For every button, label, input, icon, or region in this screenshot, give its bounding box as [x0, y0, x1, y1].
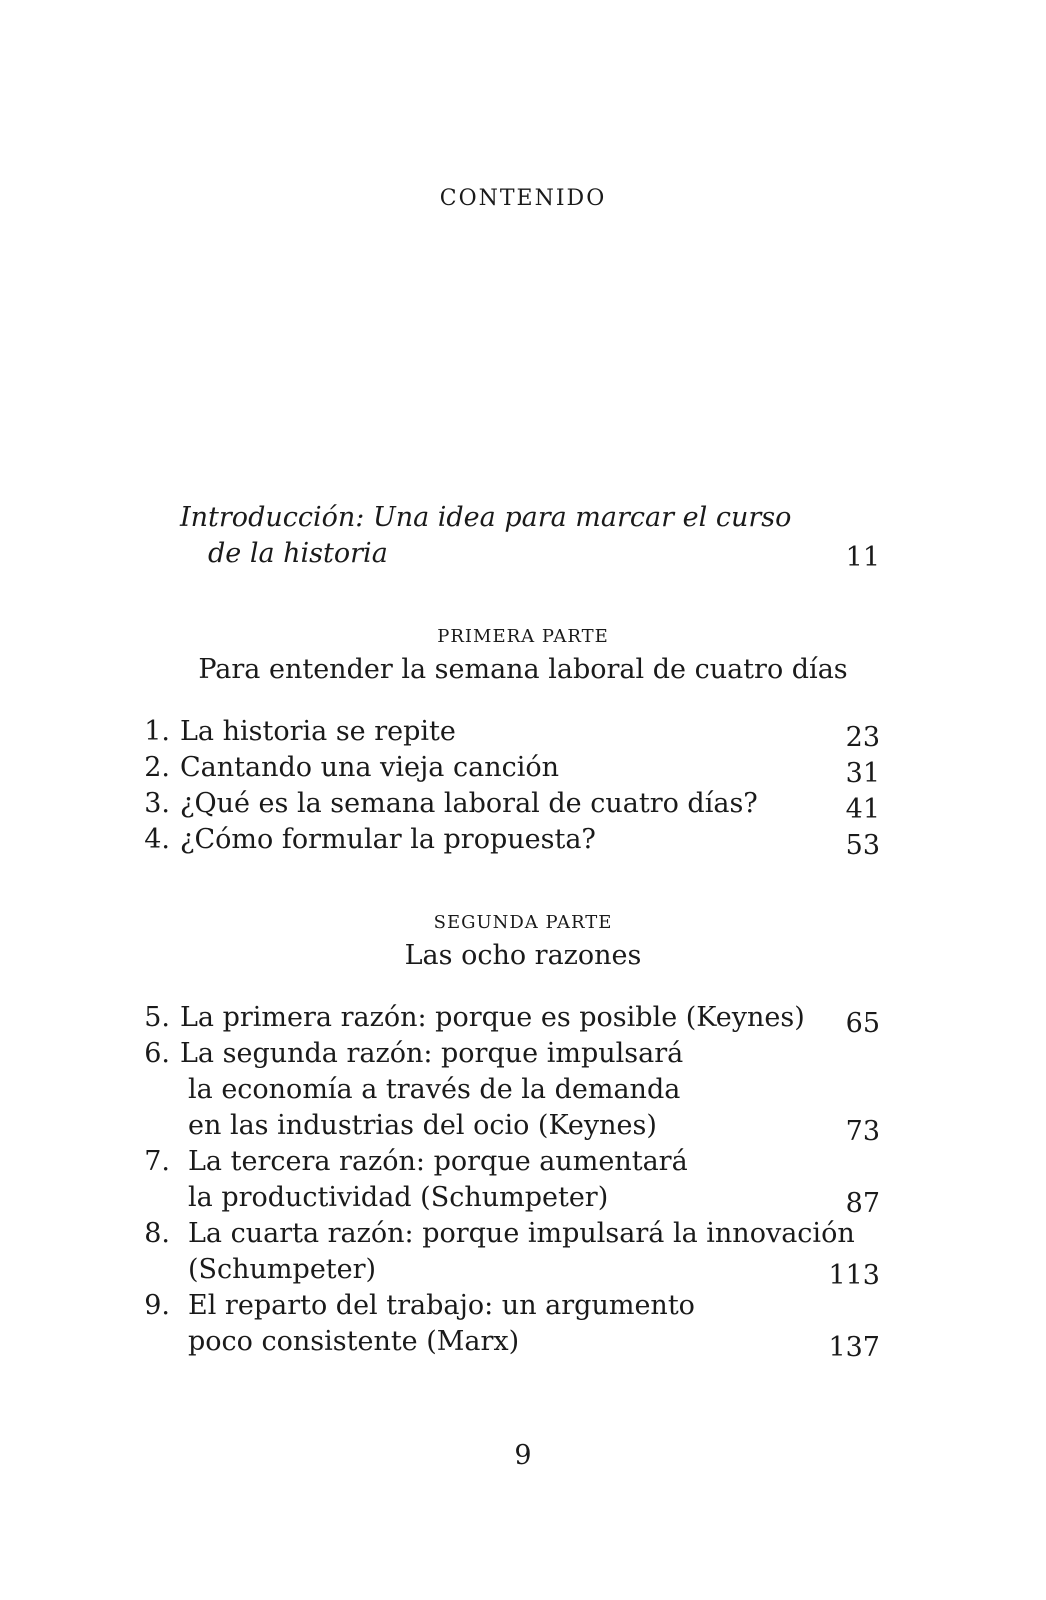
entry-title: ¿Qué es la semana laboral de cuatro días? [180, 788, 758, 819]
entry-title: ¿Cómo formular la propuesta? [180, 824, 596, 855]
entry-title: Cantando una vieja canción [180, 752, 559, 783]
entry-number: 1. [144, 716, 170, 747]
intro-title-line-2: de la historia [208, 538, 388, 569]
entry-title: La cuarta razón: porque impulsará la innovación [188, 1218, 855, 1249]
entry-title-continuation: (Schumpeter) [188, 1254, 377, 1285]
entry-number: 3. [144, 788, 170, 819]
intro-title-line-1: Introducción: Una idea para marcar el curso [180, 502, 792, 533]
entry-title-continuation: en las industrias del ocio (Keynes) [188, 1110, 657, 1141]
entry-title: La segunda razón: porque impulsará [180, 1038, 684, 1069]
entry-page-number: 113 [828, 1260, 880, 1291]
entry-title: La primera razón: porque es posible (Keynes) [180, 1002, 805, 1033]
entry-page-number: 41 [845, 794, 880, 825]
entry-title-continuation: poco consistente (Marx) [188, 1326, 520, 1357]
entry-number: 9. [144, 1290, 170, 1321]
entry-title: La historia se repite [180, 716, 456, 747]
entry-number: 6. [144, 1038, 170, 1069]
part-1-label: PRIMERA PARTE [437, 626, 609, 647]
entry-title-continuation: la economía a través de la demanda [188, 1074, 681, 1105]
entry-number: 7. [144, 1146, 170, 1177]
entry-page-number: 31 [845, 758, 880, 789]
entry-page-number: 23 [845, 722, 880, 753]
page-folio: 9 [514, 1440, 532, 1471]
entry-page-number: 87 [845, 1188, 880, 1219]
entry-number: 5. [144, 1002, 170, 1033]
entry-page-number: 53 [845, 830, 880, 861]
entry-title: La tercera razón: porque aumentará [188, 1146, 688, 1177]
part-2-title: Las ocho razones [404, 940, 642, 971]
entry-title-continuation: la productividad (Schumpeter) [188, 1182, 609, 1213]
part-1-title: Para entender la semana laboral de cuatro días [198, 654, 848, 685]
part-2-label: SEGUNDA PARTE [433, 912, 613, 933]
entry-page-number: 65 [845, 1008, 880, 1039]
entry-number: 4. [144, 824, 170, 855]
entry-number: 2. [144, 752, 170, 783]
page-title: CONTENIDO [439, 186, 607, 211]
entry-number: 8. [144, 1218, 170, 1249]
entry-page-number: 73 [845, 1116, 880, 1147]
entry-title: El reparto del trabajo: un argumento [188, 1290, 695, 1321]
entry-page-number: 137 [828, 1332, 880, 1363]
intro-page-number: 11 [845, 542, 880, 573]
